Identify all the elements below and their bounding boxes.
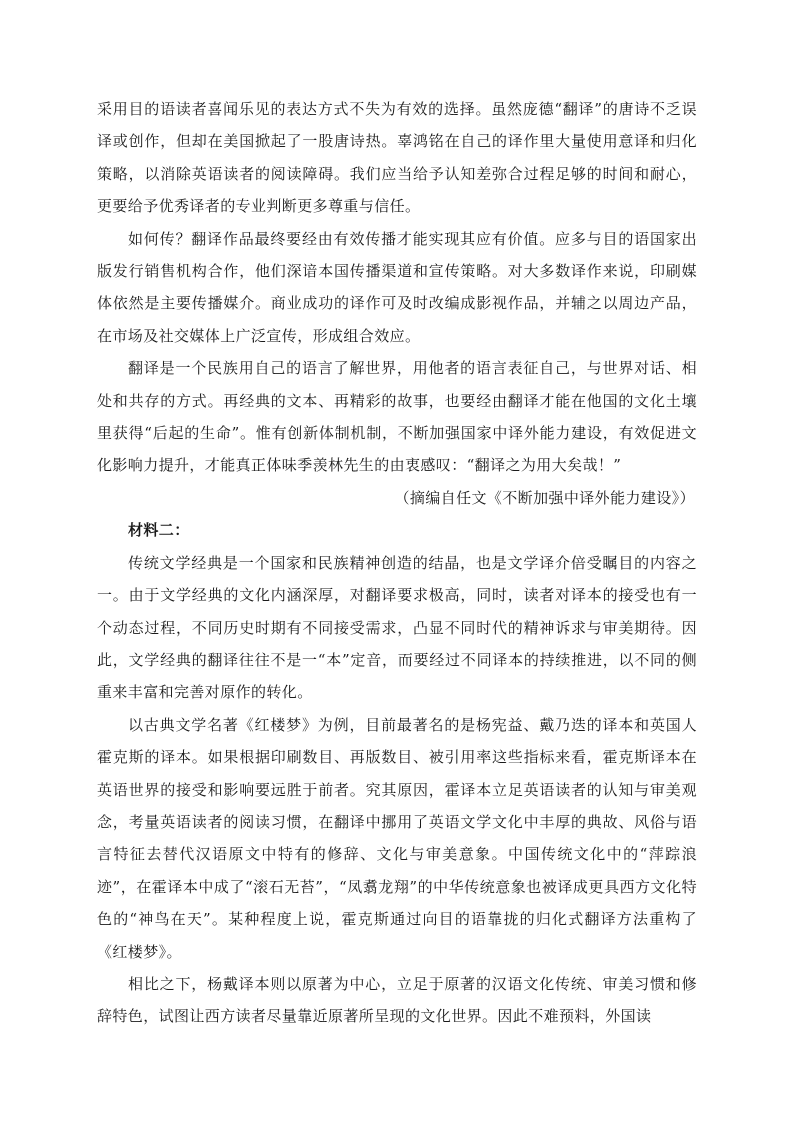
paragraph: 采用目的语读者喜闻乐见的表达方式不失为有效的选择。虽然庞德“翻译”的唐诗不乏误译或创作，但却在美国掀起了一股唐诗热。辜鸿铭在自己的译作里大量使用意译和归化策略，以消除英语读者的阅读障碍。我们应当给予认知差弥合过程足够的时间和耐心，更要给予优秀译者的专业判断更多尊重与信任。 xyxy=(97,100,697,216)
section-heading: 材料二： xyxy=(128,521,190,540)
paragraph: 如何传？翻译作品最终要经由有效传播才能实现其应有价值。应多与目的语国家出版发行销售机构合作，他们深谙本国传播渠道和宣传策略。对大多数译作来说，印刷媒体依然是主要传播媒介。商业成功的译作可及时改编成影视作品，并辅之以周边产品，在市场及社交媒体上广泛宣传，形成组合效应。 xyxy=(97,229,697,345)
source-citation: （摘编自任文《不断加强中译外能力建设》） xyxy=(394,488,695,507)
paragraph: 相比之下，杨戴译本则以原著为中心，立足于原著的汉语文化传统、审美习惯和修辞特色，试图让西方读者尽量靠近原著所呈现的文化世界。因此不难预料，外国读 xyxy=(97,974,697,1026)
paragraph: 翻译是一个民族用自己的语言了解世界，用他者的语言表征自己，与世界对话、相处和共存的方式。再经典的文本、再精彩的故事，也要经由翻译才能在他国的文化土壤里获得“后起的生命”。惟有创新体制机制，不断加强国家中译外能力建设，有效促进文化影响力提升，才能真正体味季羡林先生的由衷感叹：“翻译之为用大矣哉！” xyxy=(97,359,697,475)
paragraph: 以古典文学名著《红楼梦》为例，目前最著名的是杨宪益、戴乃迭的译本和英国人霍克斯的译本。如果根据印刷数目、再版数目、被引用率这些指标来看，霍克斯译本在英语世界的接受和影响要远胜于前者。究其原因，霍译本立足英语读者的认知与审美观念，考量英语读者的阅读习惯，在翻译中挪用了英语文学文化中丰厚的典故、风俗与语言特征去替代汉语原文中特有的修辞、文化与审美意象。中国传统文化中的“萍踪浪迹”，在霍译本中成了“滚石无苔”，“凤翥龙翔”的中华传统意象也被译成更具西方文化特色的“神鸟在天”。某种程度上说，霍克斯通过向目的语靠拢的归化式翻译方法重构了《红楼梦》。 xyxy=(97,715,697,961)
document-page xyxy=(97,93,697,1033)
paragraph: 传统文学经典是一个国家和民族精神创造的结晶，也是文学译介倍受瞩目的内容之一。由于文学经典的文化内涵深厚，对翻译要求极高，同时，读者对译本的接受也有一个动态过程，不同历史时期有不同接受需求，凸显不同时代的精神诉求与审美期待。因此，文学经典的翻译往往不是一“本”定音，而要经过不同译本的持续推进，以不同的侧重来丰富和完善对原作的转化。 xyxy=(97,553,697,702)
